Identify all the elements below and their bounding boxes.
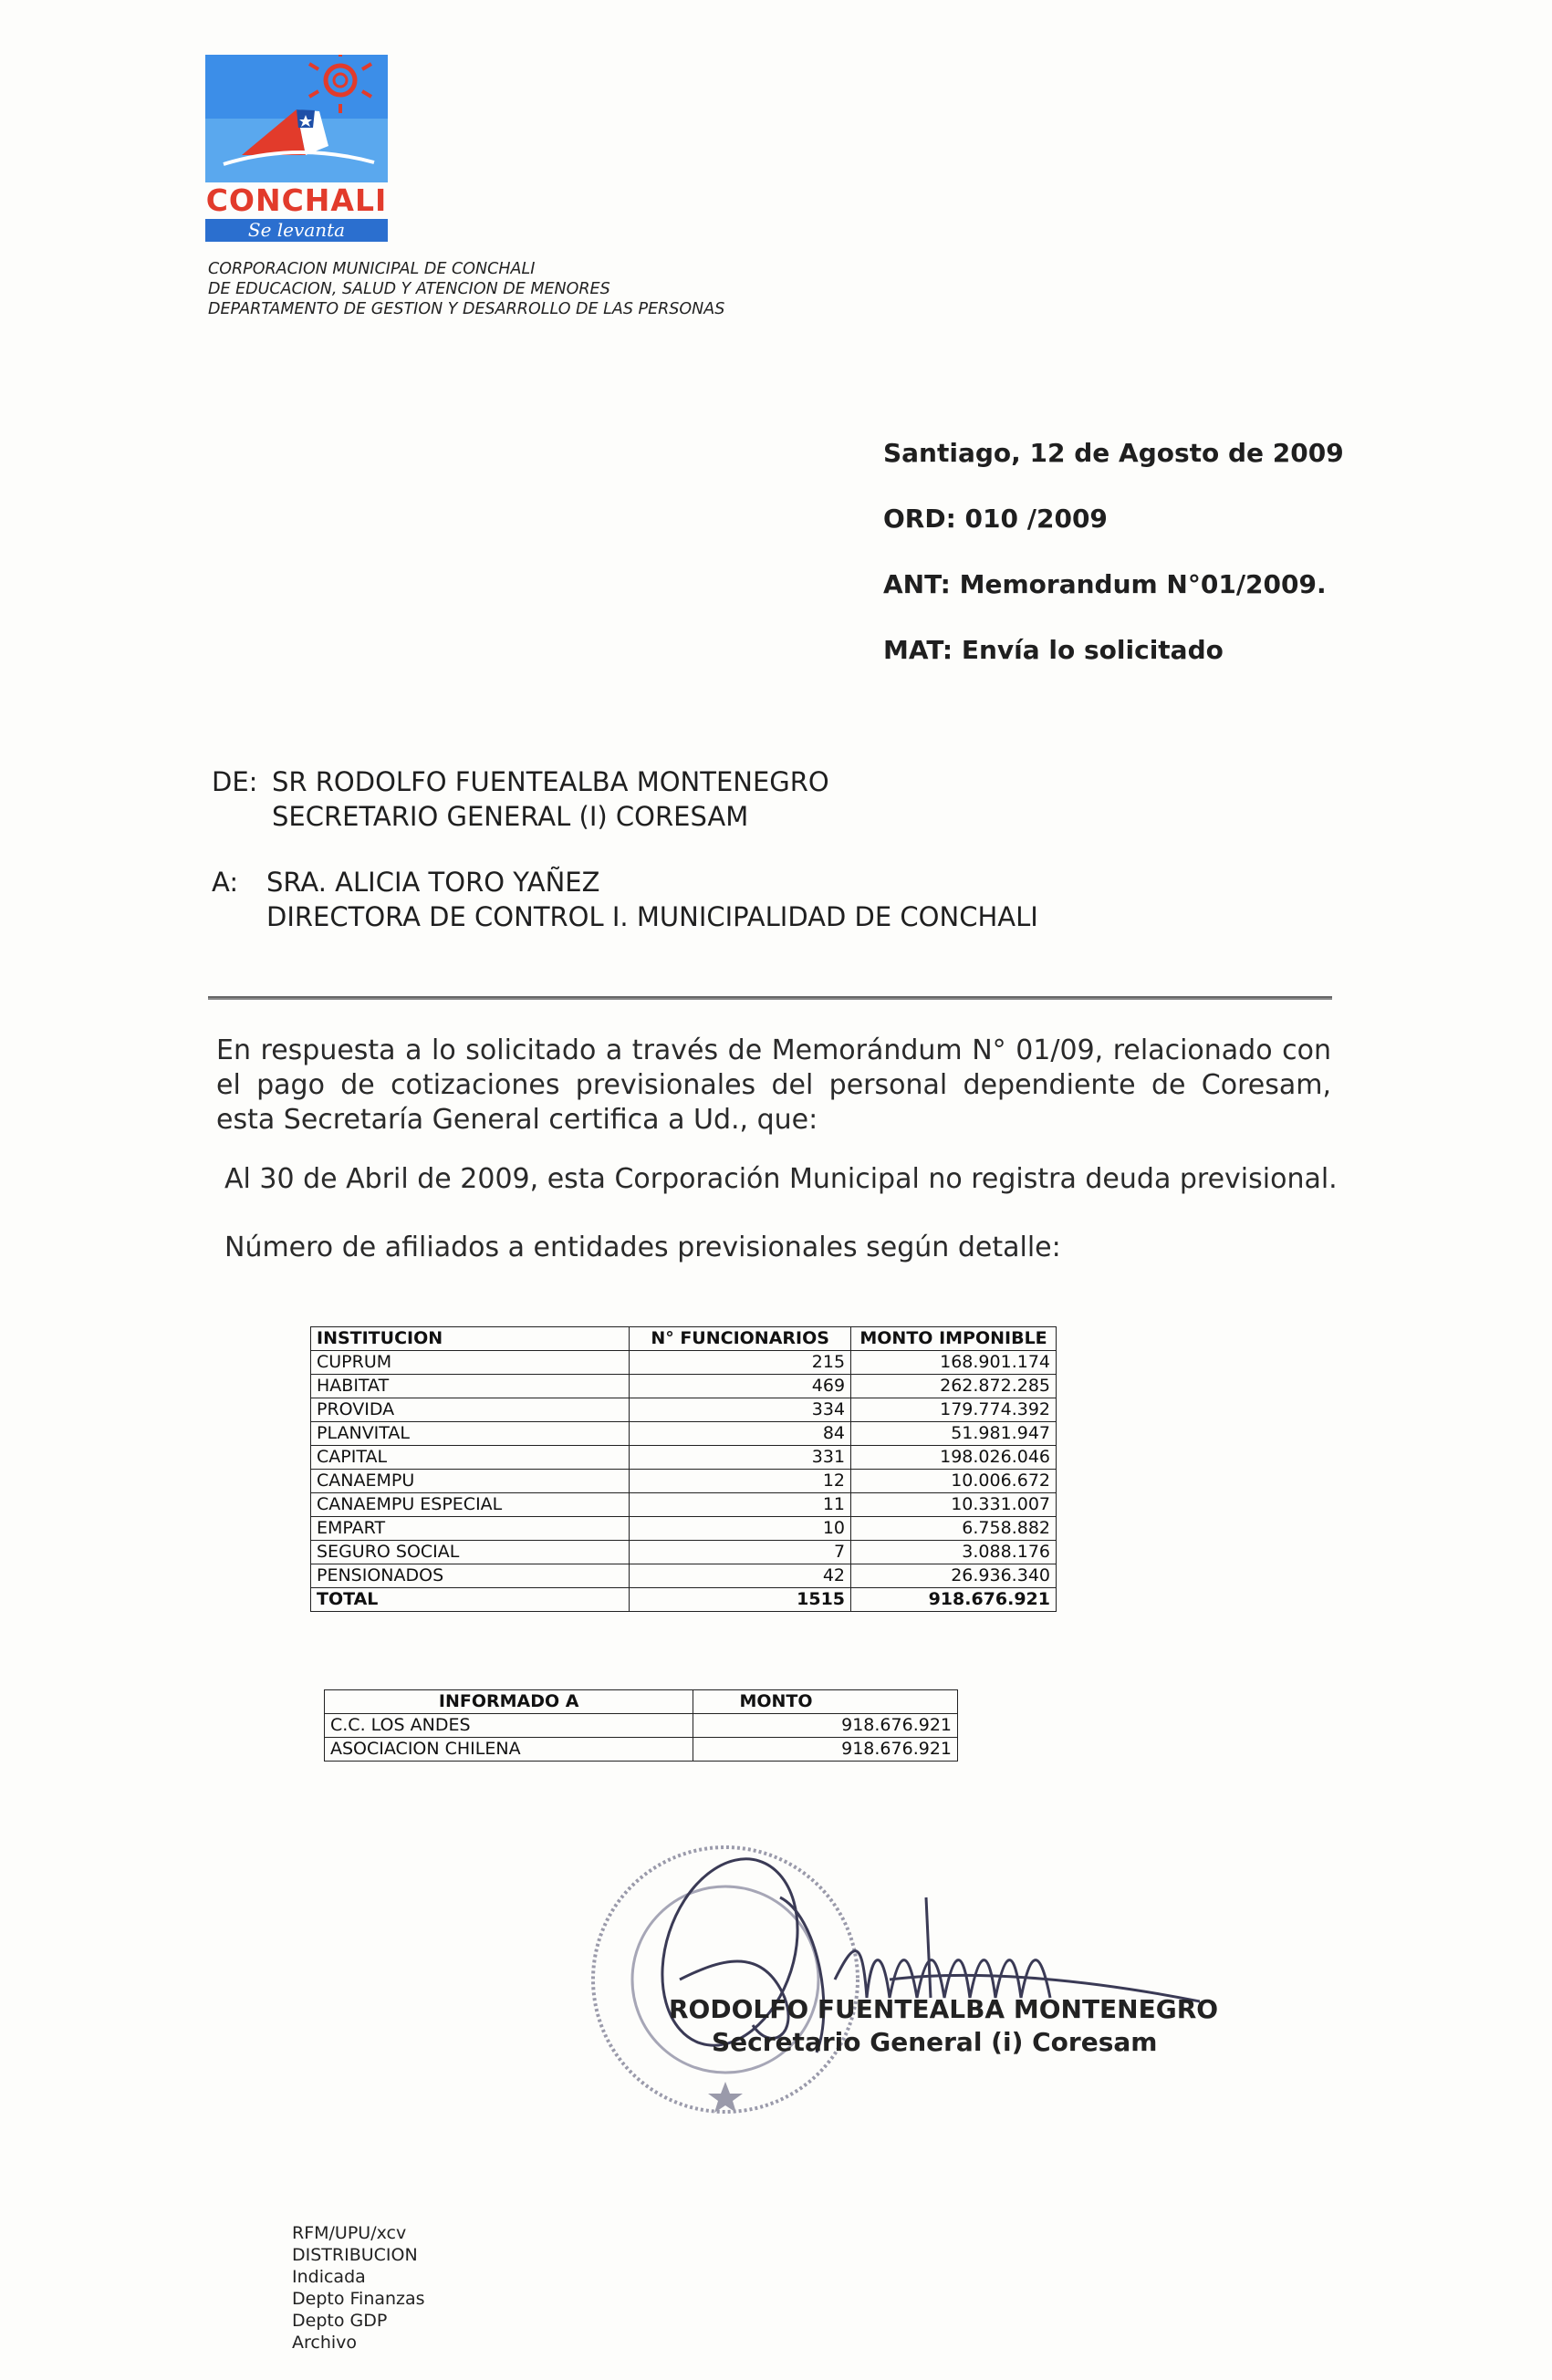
debt-statement: Al 30 de Abril de 2009, esta Corporación Municipal no registra deuda previsional. bbox=[224, 1163, 1338, 1195]
official-stamp-and-signature bbox=[543, 1843, 1200, 2116]
signatory-role: Secretario General (i) Coresam bbox=[712, 2027, 1158, 2057]
monto-cell: 26.936.340 bbox=[851, 1564, 1057, 1588]
table-row bbox=[325, 1714, 958, 1738]
from-title: SECRETARIO GENERAL (I) CORESAM bbox=[272, 801, 749, 832]
org-line: CORPORACION MUNICIPAL DE CONCHALI bbox=[208, 260, 536, 278]
header-informado: INFORMADO A bbox=[325, 1690, 693, 1714]
monto-cell: 6.758.882 bbox=[851, 1517, 1057, 1541]
table-row bbox=[311, 1446, 1057, 1470]
place-date: Santiago, 12 de Agosto de 2009 bbox=[883, 438, 1344, 468]
footer-line: RFM/UPU/xcv bbox=[292, 2223, 407, 2243]
body-paragraph: En respuesta a lo solicitado a través de Memorándum N° 01/09, relacionado con el pago de cotizaciones previsionales del personal dependiente de Coresam, esta Secretaría General certifica a Ud., que: bbox=[216, 1034, 1331, 1136]
institution-cell: EMPART bbox=[311, 1517, 630, 1541]
funcionarios-cell: 84 bbox=[630, 1422, 851, 1446]
header-funcionarios: N° FUNCIONARIOS bbox=[630, 1327, 851, 1351]
table-row bbox=[311, 1422, 1057, 1446]
institution-cell: CANAEMPU ESPECIAL bbox=[311, 1493, 630, 1517]
table-total-row bbox=[311, 1588, 1057, 1612]
table-row bbox=[325, 1738, 958, 1762]
to-name: SRA. ALICIA TORO YAÑEZ bbox=[266, 867, 600, 898]
table-row bbox=[311, 1351, 1057, 1375]
affiliates-table bbox=[310, 1326, 1057, 1612]
footer-line: Indicada bbox=[292, 2267, 366, 2287]
recipient-cell: ASOCIACION CHILENA bbox=[325, 1738, 693, 1762]
funcionarios-cell: 7 bbox=[630, 1541, 851, 1564]
conchali-logo bbox=[205, 55, 388, 242]
logo-tagline: Se levanta bbox=[205, 219, 388, 242]
header-monto: MONTO bbox=[693, 1690, 958, 1714]
institution-cell: PENSIONADOS bbox=[311, 1564, 630, 1588]
from-name: SR RODOLFO FUENTEALBA MONTENEGRO bbox=[272, 766, 829, 797]
reported-table bbox=[324, 1689, 958, 1762]
funcionarios-cell: 331 bbox=[630, 1446, 851, 1470]
funcionarios-cell: 12 bbox=[630, 1470, 851, 1493]
total-funcionarios: 1515 bbox=[630, 1588, 851, 1612]
footer-line: Archivo bbox=[292, 2333, 358, 2353]
ord-number: ORD: 010 /2009 bbox=[883, 504, 1108, 534]
monto-cell: 168.901.174 bbox=[851, 1351, 1057, 1375]
signatory-name: RODOLFO FUENTEALBA MONTENEGRO bbox=[669, 1994, 1219, 2024]
funcionarios-cell: 11 bbox=[630, 1493, 851, 1517]
table-header-row bbox=[325, 1690, 958, 1714]
table-intro: Número de afiliados a entidades previsionales según detalle: bbox=[224, 1232, 1061, 1263]
footer-line: Depto GDP bbox=[292, 2311, 388, 2331]
header-monto: MONTO IMPONIBLE bbox=[851, 1327, 1057, 1351]
mat-subject: MAT: Envía lo solicitado bbox=[883, 635, 1224, 665]
municipal-seal-icon bbox=[593, 1847, 858, 2113]
org-line: DE EDUCACION, SALUD Y ATENCION DE MENORES bbox=[208, 280, 610, 298]
monto-cell: 262.872.285 bbox=[851, 1375, 1057, 1398]
institution-cell: PLANVITAL bbox=[311, 1422, 630, 1446]
monto-cell: 918.676.921 bbox=[693, 1714, 958, 1738]
divider bbox=[208, 996, 1332, 1000]
recipient-cell: C.C. LOS ANDES bbox=[325, 1714, 693, 1738]
table-row bbox=[311, 1398, 1057, 1422]
funcionarios-cell: 10 bbox=[630, 1517, 851, 1541]
funcionarios-cell: 334 bbox=[630, 1398, 851, 1422]
table-row bbox=[311, 1517, 1057, 1541]
footer-line: DISTRIBUCION bbox=[292, 2245, 418, 2265]
institution-cell: SEGURO SOCIAL bbox=[311, 1541, 630, 1564]
monto-cell: 10.006.672 bbox=[851, 1470, 1057, 1493]
ant-reference: ANT: Memorandum N°01/2009. bbox=[883, 569, 1327, 599]
funcionarios-cell: 42 bbox=[630, 1564, 851, 1588]
total-label: TOTAL bbox=[311, 1588, 630, 1612]
monto-cell: 51.981.947 bbox=[851, 1422, 1057, 1446]
to-label: A: bbox=[212, 867, 239, 898]
institution-cell: CAPITAL bbox=[311, 1446, 630, 1470]
institution-cell: HABITAT bbox=[311, 1375, 630, 1398]
org-line: DEPARTAMENTO DE GESTION Y DESARROLLO DE LAS PERSONAS bbox=[208, 300, 725, 318]
header-institucion: INSTITUCION bbox=[311, 1327, 630, 1351]
organization-header bbox=[208, 259, 724, 319]
table-header-row bbox=[311, 1327, 1057, 1351]
table-row bbox=[311, 1493, 1057, 1517]
to-title: DIRECTORA DE CONTROL I. MUNICIPALIDAD DE CONCHALI bbox=[266, 901, 1038, 932]
distribution-block bbox=[292, 2222, 425, 2354]
monto-cell: 179.774.392 bbox=[851, 1398, 1057, 1422]
funcionarios-cell: 215 bbox=[630, 1351, 851, 1375]
institution-cell: CUPRUM bbox=[311, 1351, 630, 1375]
monto-cell: 198.026.046 bbox=[851, 1446, 1057, 1470]
table-row bbox=[311, 1541, 1057, 1564]
logo-title: CONCHALI bbox=[205, 182, 388, 218]
institution-cell: PROVIDA bbox=[311, 1398, 630, 1422]
from-label: DE: bbox=[212, 766, 258, 797]
institution-cell: CANAEMPU bbox=[311, 1470, 630, 1493]
monto-cell: 10.331.007 bbox=[851, 1493, 1057, 1517]
footer-line: Depto Finanzas bbox=[292, 2289, 425, 2309]
table-row bbox=[311, 1375, 1057, 1398]
logo-emblem-icon bbox=[205, 55, 388, 182]
table-row bbox=[311, 1470, 1057, 1493]
table-row bbox=[311, 1564, 1057, 1588]
monto-cell: 3.088.176 bbox=[851, 1541, 1057, 1564]
monto-cell: 918.676.921 bbox=[693, 1738, 958, 1762]
funcionarios-cell: 469 bbox=[630, 1375, 851, 1398]
total-monto: 918.676.921 bbox=[851, 1588, 1057, 1612]
